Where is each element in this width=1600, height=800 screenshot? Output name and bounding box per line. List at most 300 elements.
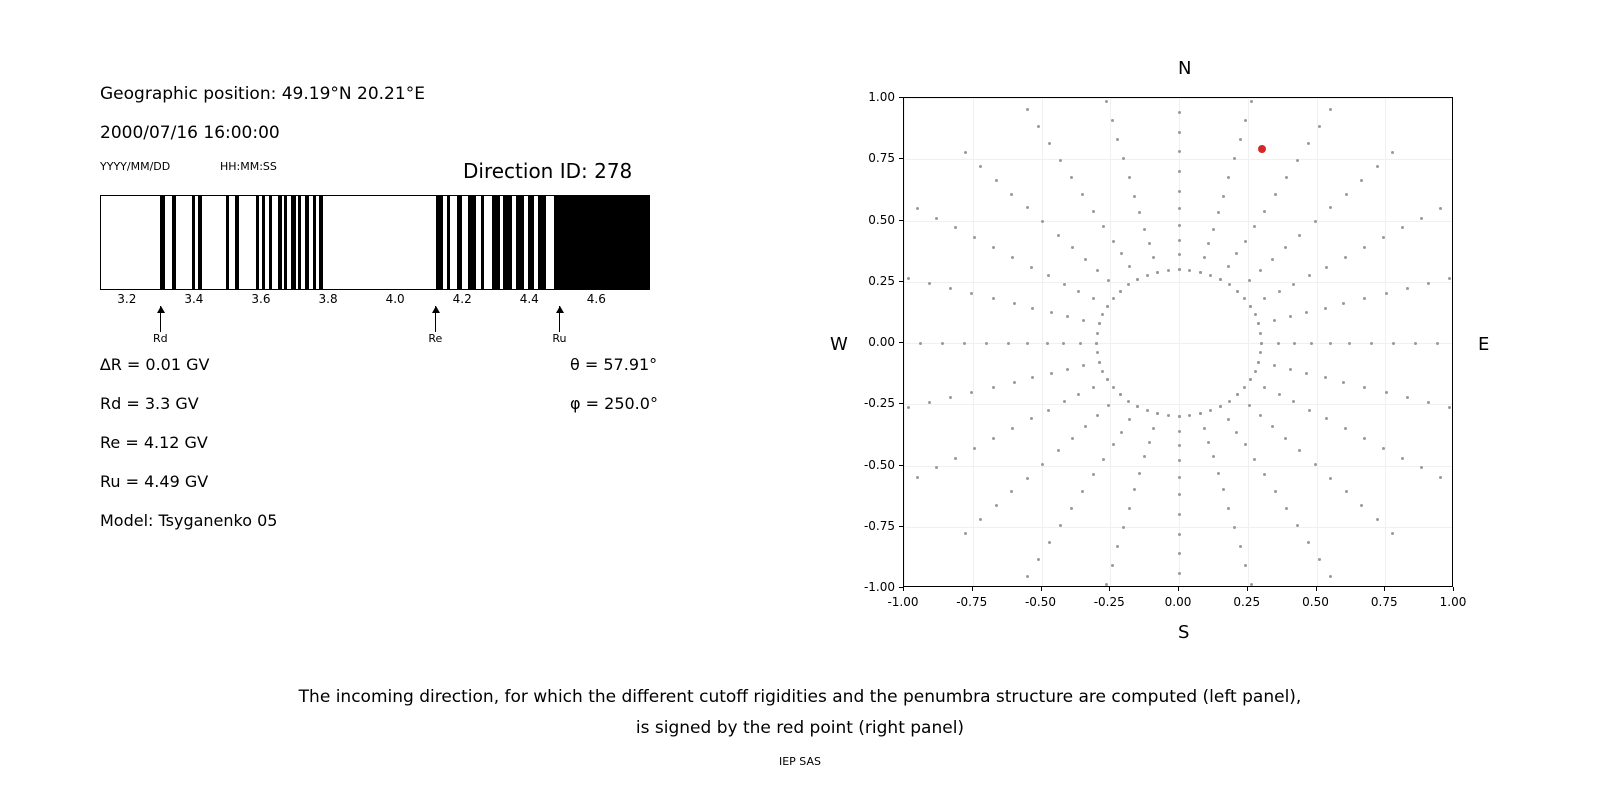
- direction-point: [1227, 418, 1230, 421]
- direction-point: [928, 401, 931, 404]
- x-axis-tick-mark: [1316, 587, 1317, 591]
- direction-point: [1096, 332, 1099, 335]
- direction-point: [1063, 400, 1066, 403]
- direction-point: [1212, 455, 1215, 458]
- direction-point: [1136, 405, 1139, 408]
- direction-point: [1096, 269, 1099, 272]
- direction-point: [1310, 342, 1313, 345]
- direction-point: [1199, 271, 1202, 274]
- direction-point: [954, 226, 957, 229]
- direction-point: [1128, 265, 1131, 268]
- gridline-horizontal: [904, 404, 1452, 405]
- direction-point: [935, 466, 938, 469]
- penumbra-band: [172, 196, 177, 289]
- direction-point: [1401, 226, 1404, 229]
- direction-point: [1057, 234, 1060, 237]
- gridline-vertical: [1317, 98, 1318, 586]
- x-axis-tick-label: 0.50: [1302, 595, 1329, 609]
- direction-point: [1345, 193, 1348, 196]
- penumbra-band: [481, 196, 484, 289]
- direction-point: [1112, 240, 1115, 243]
- direction-point: [1047, 409, 1050, 412]
- direction-point: [1096, 351, 1099, 354]
- x-axis-tick-mark: [1384, 587, 1385, 591]
- direction-point: [1342, 381, 1345, 384]
- direction-point: [1098, 322, 1101, 325]
- direction-point: [1436, 342, 1439, 345]
- direction-point: [1420, 466, 1423, 469]
- direction-point: [1307, 142, 1310, 145]
- caption-line-2: is signed by the red point (right panel): [635, 718, 965, 738]
- direction-point: [1285, 507, 1288, 510]
- direction-point: [1274, 490, 1277, 493]
- x-axis-tick-label: 0.25: [1233, 595, 1261, 609]
- direction-point: [1254, 313, 1257, 316]
- direction-point: [1026, 477, 1029, 480]
- direction-point: [1263, 210, 1266, 213]
- direction-point: [1308, 274, 1311, 277]
- direction-point: [1178, 444, 1181, 447]
- gridline-vertical: [1042, 98, 1043, 586]
- direction-point: [1030, 417, 1033, 420]
- direction-point: [1011, 256, 1014, 259]
- direction-point: [1227, 265, 1230, 268]
- direction-point: [1178, 190, 1181, 193]
- direction-point: [1329, 342, 1332, 345]
- direction-point: [1219, 278, 1222, 281]
- penumbra-tick-label: 4.0: [385, 292, 405, 306]
- direction-point: [964, 532, 967, 535]
- direction-point: [1249, 305, 1252, 308]
- direction-point: [1178, 170, 1181, 173]
- direction-point: [1188, 269, 1191, 272]
- penumbra-band: [538, 196, 546, 289]
- direction-point: [1318, 558, 1321, 561]
- direction-point: [1178, 493, 1181, 496]
- y-axis-tick-mark: [899, 97, 903, 98]
- direction-point: [1420, 217, 1423, 220]
- direction-point: [1167, 269, 1170, 272]
- direction-point: [1360, 504, 1363, 507]
- direction-point: [1143, 455, 1146, 458]
- direction-point: [1037, 558, 1040, 561]
- direction-point: [1031, 307, 1034, 310]
- y-axis-tick-mark: [899, 526, 903, 527]
- direction-point: [1105, 583, 1108, 586]
- y-axis-tick-label: -0.50: [863, 457, 895, 472]
- direction-point: [1062, 342, 1065, 345]
- stat-phi: φ = 250.0°: [570, 394, 658, 413]
- direction-point: [1167, 414, 1170, 417]
- datetime-label: 2000/07/16 16:00:00: [100, 123, 280, 143]
- direction-point: [1178, 150, 1181, 153]
- direction-point: [1296, 524, 1299, 527]
- direction-point: [1203, 427, 1206, 430]
- direction-point: [979, 518, 982, 521]
- direction-point: [1101, 313, 1104, 316]
- direction-point: [1071, 437, 1074, 440]
- x-axis-tick-label: -0.75: [956, 595, 988, 609]
- direction-point: [1077, 393, 1080, 396]
- direction-point: [1178, 415, 1181, 418]
- direction-point: [1111, 119, 1114, 122]
- direction-point: [1259, 269, 1262, 272]
- direction-point: [1243, 297, 1246, 300]
- direction-point: [1178, 513, 1181, 516]
- direction-point: [1212, 228, 1215, 231]
- penumbra-band: [298, 196, 301, 289]
- direction-point: [1277, 342, 1280, 345]
- direction-point: [935, 217, 938, 220]
- penumbra-tick-label: 4.6: [586, 292, 606, 306]
- direction-point: [1217, 472, 1220, 475]
- direction-point: [949, 396, 952, 399]
- penumbra-band: [235, 196, 238, 289]
- y-axis-tick-label: 0.50: [868, 212, 895, 227]
- penumbra-tick-label: 3.4: [184, 292, 204, 306]
- gridline-horizontal: [904, 98, 1452, 99]
- right-panel: [800, 0, 1600, 680]
- direction-point: [1406, 396, 1409, 399]
- direction-point: [1284, 246, 1287, 249]
- stat-re: Re = 4.12 GV: [100, 433, 208, 452]
- direction-point: [1095, 342, 1098, 345]
- direction-point: [1257, 322, 1260, 325]
- direction-point: [1219, 405, 1222, 408]
- direction-point: [1026, 575, 1029, 578]
- direction-point: [1138, 211, 1141, 214]
- direction-point: [1026, 342, 1029, 345]
- direction-point: [1127, 400, 1130, 403]
- direction-point: [1227, 507, 1230, 510]
- direction-point: [1007, 342, 1010, 345]
- direction-point: [1128, 176, 1131, 179]
- direction-point: [941, 342, 944, 345]
- direction-point: [1092, 297, 1095, 300]
- direction-point: [1259, 414, 1262, 417]
- gridline-vertical: [1110, 98, 1111, 586]
- x-axis-tick-label: 0.00: [1164, 595, 1192, 609]
- direction-point: [1082, 364, 1085, 367]
- direction-point: [1263, 297, 1266, 300]
- direction-point: [1329, 206, 1332, 209]
- direction-point: [1120, 252, 1123, 255]
- direction-point: [1102, 458, 1105, 461]
- direction-point: [1178, 572, 1181, 575]
- direction-point: [973, 447, 976, 450]
- gridline-horizontal: [904, 466, 1452, 467]
- direction-point: [1314, 220, 1317, 223]
- direction-point: [1066, 315, 1069, 318]
- penumbra-band: [554, 196, 650, 289]
- direction-point: [985, 342, 988, 345]
- direction-point: [1249, 378, 1252, 381]
- direction-point: [1092, 386, 1095, 389]
- direction-point: [1228, 400, 1231, 403]
- penumbra-band: [305, 196, 310, 289]
- direction-point: [907, 277, 910, 280]
- direction-point: [1047, 274, 1050, 277]
- direction-id-label: Direction ID: 278: [463, 159, 633, 183]
- penumbra-marker-ru: [559, 306, 560, 332]
- direction-point: [1360, 179, 1363, 182]
- direction-point: [1363, 386, 1366, 389]
- direction-point: [1406, 287, 1409, 290]
- x-axis-tick-mark: [1178, 587, 1179, 591]
- direction-point: [1127, 283, 1130, 286]
- direction-point: [979, 165, 982, 168]
- direction-point: [1106, 378, 1109, 381]
- penumbra-band: [436, 196, 442, 289]
- penumbra-band: [447, 196, 450, 289]
- direction-point: [1448, 406, 1451, 409]
- direction-point: [1098, 361, 1101, 364]
- direction-point: [1222, 488, 1225, 491]
- direction-point: [1260, 342, 1263, 345]
- direction-point: [1066, 368, 1069, 371]
- time-format-label: HH:MM:SS: [220, 160, 277, 173]
- direction-point: [1263, 473, 1266, 476]
- penumbra-band: [468, 196, 475, 289]
- direction-point: [1084, 258, 1087, 261]
- direction-point: [1112, 297, 1115, 300]
- direction-point: [1122, 157, 1125, 160]
- penumbra-band: [457, 196, 461, 289]
- direction-point: [1188, 414, 1191, 417]
- x-axis-tick-mark: [1109, 587, 1110, 591]
- direction-point: [1050, 311, 1053, 314]
- gridline-vertical: [904, 98, 905, 586]
- y-axis-tick-mark: [899, 158, 903, 159]
- direction-point: [1345, 490, 1348, 493]
- direction-point: [1010, 490, 1013, 493]
- direction-point: [1274, 193, 1277, 196]
- direction-point: [1248, 404, 1251, 407]
- direction-point: [1037, 125, 1040, 128]
- stat-theta: θ = 57.91°: [570, 355, 658, 374]
- sky-map-scatter-plot: [903, 97, 1453, 587]
- direction-point: [1448, 277, 1451, 280]
- direction-point: [1391, 532, 1394, 535]
- penumbra-marker-label: Rd: [153, 332, 168, 345]
- direction-point: [1156, 271, 1159, 274]
- x-axis-tick-mark: [1247, 587, 1248, 591]
- penumbra-tick-label: 3.2: [117, 292, 137, 306]
- direction-point: [1244, 443, 1247, 446]
- direction-point: [1209, 274, 1212, 277]
- direction-point: [1273, 364, 1276, 367]
- direction-point: [1391, 151, 1394, 154]
- direction-point: [1146, 274, 1149, 277]
- penumbra-band: [226, 196, 230, 289]
- direction-point: [1344, 256, 1347, 259]
- direction-point: [1133, 195, 1136, 198]
- direction-point: [1298, 234, 1301, 237]
- direction-point: [1148, 242, 1151, 245]
- direction-point: [1293, 342, 1296, 345]
- direction-point: [1235, 252, 1238, 255]
- direction-point: [1010, 193, 1013, 196]
- direction-point: [1199, 412, 1202, 415]
- direction-point: [1233, 157, 1236, 160]
- x-axis-tick-mark: [1041, 587, 1042, 591]
- y-axis-tick-label: -1.00: [863, 580, 895, 594]
- selected-direction-point[interactable]: [1258, 145, 1266, 153]
- y-axis-tick-mark: [899, 220, 903, 221]
- direction-point: [1278, 290, 1281, 293]
- direction-point: [1116, 545, 1119, 548]
- direction-point: [963, 342, 966, 345]
- direction-point: [1178, 533, 1181, 536]
- x-axis-tick-label: -0.25: [1093, 595, 1125, 609]
- direction-point: [995, 179, 998, 182]
- direction-point: [1401, 457, 1404, 460]
- direction-point: [1325, 417, 1328, 420]
- gridline-horizontal: [904, 159, 1452, 160]
- direction-point: [1278, 393, 1281, 396]
- direction-point: [1178, 476, 1181, 479]
- direction-point: [1236, 290, 1239, 293]
- direction-point: [1119, 290, 1122, 293]
- direction-point: [1203, 256, 1206, 259]
- x-axis-tick-label: 1.00: [1439, 595, 1467, 609]
- direction-point: [1122, 526, 1125, 529]
- direction-point: [1071, 246, 1074, 249]
- direction-point: [1439, 476, 1442, 479]
- penumbra-marker-rd: [160, 306, 161, 332]
- direction-point: [1152, 256, 1155, 259]
- direction-point: [1243, 386, 1246, 389]
- penumbra-tick-label: 3.8: [318, 292, 338, 306]
- direction-point: [1048, 541, 1051, 544]
- direction-point: [907, 406, 910, 409]
- direction-point: [1263, 386, 1266, 389]
- direction-point: [1133, 488, 1136, 491]
- direction-point: [1292, 283, 1295, 286]
- direction-point: [992, 386, 995, 389]
- gridline-vertical: [1248, 98, 1249, 586]
- direction-point: [1344, 427, 1347, 430]
- y-axis-tick-label: 0.25: [868, 273, 895, 288]
- direction-point: [1207, 242, 1210, 245]
- left-panel: [0, 0, 800, 680]
- direction-point: [1178, 459, 1181, 462]
- direction-point: [1081, 193, 1084, 196]
- direction-point: [1271, 425, 1274, 428]
- direction-point: [1385, 391, 1388, 394]
- direction-point: [992, 297, 995, 300]
- direction-point: [1348, 342, 1351, 345]
- direction-point: [1059, 159, 1062, 162]
- x-axis-tick-label: 0.75: [1370, 595, 1398, 609]
- penumbra-band: [291, 196, 295, 289]
- direction-point: [964, 151, 967, 154]
- direction-point: [1239, 545, 1242, 548]
- direction-point: [1102, 225, 1105, 228]
- direction-point: [1070, 176, 1073, 179]
- gridline-vertical: [1385, 98, 1386, 586]
- direction-point: [1148, 441, 1151, 444]
- direction-point: [1257, 361, 1260, 364]
- gridline-horizontal: [904, 527, 1452, 528]
- direction-point: [1178, 253, 1181, 256]
- penumbra-band: [528, 196, 535, 289]
- direction-point: [1011, 427, 1014, 430]
- direction-point: [1289, 368, 1292, 371]
- x-axis-tick-label: -0.50: [1024, 595, 1057, 609]
- direction-point: [1112, 443, 1115, 446]
- penumbra-band: [492, 196, 500, 289]
- penumbra-tick-label: 4.4: [519, 292, 539, 306]
- direction-point: [1244, 240, 1247, 243]
- y-axis-tick-label: 0.75: [868, 151, 895, 166]
- x-axis-tick-mark: [903, 587, 904, 591]
- direction-point: [1329, 108, 1332, 111]
- direction-point: [1305, 311, 1308, 314]
- direction-point: [1082, 319, 1085, 322]
- date-format-label: YYYY/MM/DD: [100, 160, 171, 173]
- geographic-position-label: Geographic position: 49.19°N 20.21°E: [100, 84, 425, 104]
- penumbra-band: [262, 196, 265, 289]
- direction-point: [1414, 342, 1417, 345]
- direction-point: [1178, 131, 1181, 134]
- stat-ru: Ru = 4.49 GV: [100, 472, 209, 491]
- penumbra-axis: [100, 290, 650, 350]
- penumbra-band: [269, 196, 272, 289]
- direction-point: [1284, 437, 1287, 440]
- y-axis-tick-label: 0.00: [868, 335, 895, 349]
- direction-point: [1439, 207, 1442, 210]
- direction-point: [1376, 518, 1379, 521]
- direction-point: [928, 282, 931, 285]
- direction-point: [1105, 100, 1108, 103]
- direction-point: [954, 457, 957, 460]
- direction-point: [1307, 541, 1310, 544]
- direction-point: [1329, 575, 1332, 578]
- penumbra-structure-chart: [100, 195, 650, 290]
- footer-label: IEP SAS: [778, 755, 822, 768]
- direction-point: [1156, 412, 1159, 415]
- direction-point: [1101, 370, 1104, 373]
- direction-point: [1324, 307, 1327, 310]
- direction-point: [1342, 302, 1345, 305]
- x-axis-tick-mark: [972, 587, 973, 591]
- direction-point: [1092, 210, 1095, 213]
- direction-point: [1092, 473, 1095, 476]
- direction-point: [919, 342, 922, 345]
- direction-point: [1026, 206, 1029, 209]
- direction-point: [1070, 507, 1073, 510]
- direction-point: [1178, 552, 1181, 555]
- direction-point: [1013, 381, 1016, 384]
- direction-point: [1289, 315, 1292, 318]
- direction-point: [1081, 490, 1084, 493]
- direction-point: [1325, 266, 1328, 269]
- direction-point: [973, 236, 976, 239]
- direction-point: [1026, 108, 1029, 111]
- direction-point: [1207, 441, 1210, 444]
- direction-point: [1363, 297, 1366, 300]
- direction-point: [1041, 220, 1044, 223]
- direction-point: [1292, 400, 1295, 403]
- direction-point: [1324, 376, 1327, 379]
- direction-point: [1106, 305, 1109, 308]
- direction-point: [1248, 279, 1251, 282]
- direction-point: [1128, 418, 1131, 421]
- compass-east-label: E: [1478, 334, 1490, 355]
- direction-point: [1228, 283, 1231, 286]
- direction-point: [1253, 458, 1256, 461]
